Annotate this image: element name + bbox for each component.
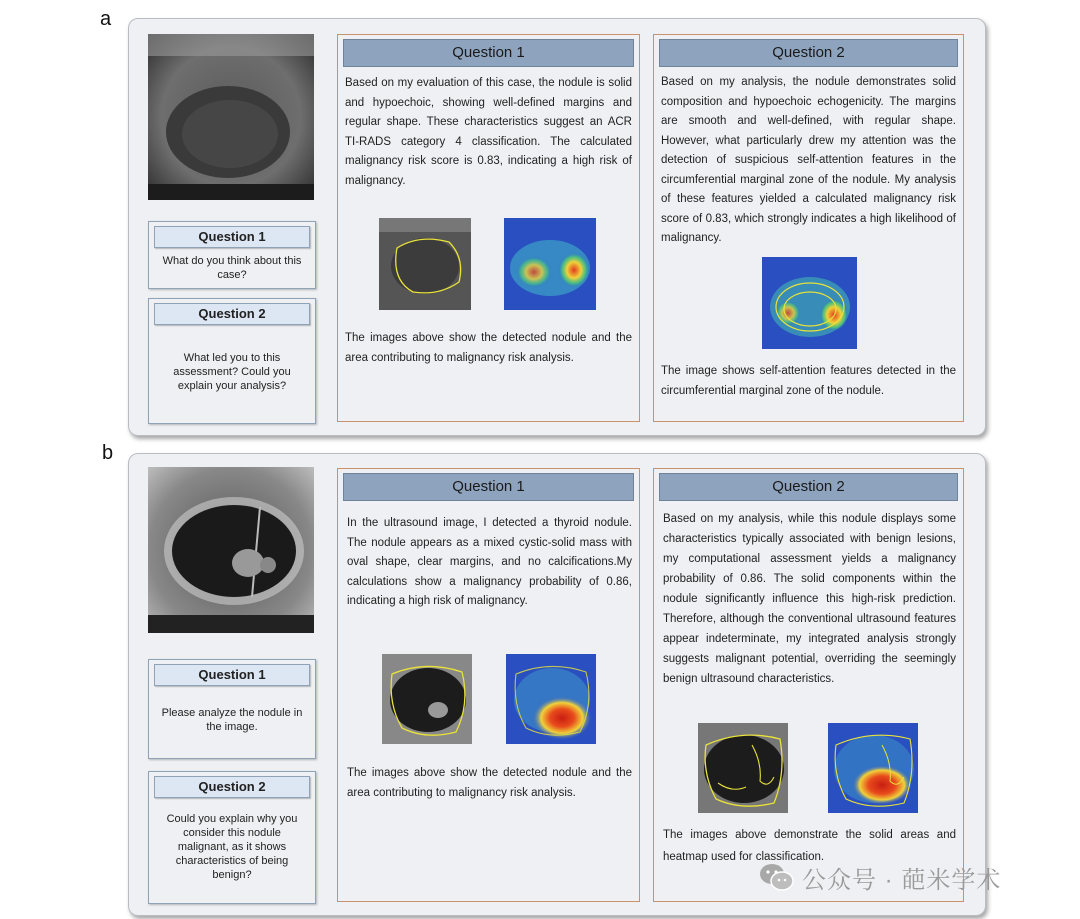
panel-a-heatmap-image — [504, 218, 596, 310]
panel-b-question-1-text: Please analyze the nodule in the image. — [161, 707, 303, 733]
panel-b-answer-1-heading: Question 1 — [343, 473, 634, 501]
panel-b-nodule-contour-image — [382, 654, 472, 744]
panel-b-ultrasound-image — [148, 467, 314, 633]
panel-b-question-2-text: Could you explain why you consider this nodule malignant, as it shows characteristics of being benign? — [166, 813, 298, 881]
panel-b-answer-2-column — [653, 468, 964, 902]
panel-a-nodule-contour-image — [379, 218, 471, 310]
panel-b-letter: b — [102, 442, 114, 464]
panel-b-question-1-title: Question 1 — [154, 664, 310, 686]
watermark — [758, 860, 1001, 894]
panel-a-answer-2-caption: The image shows self-attention features detected in the circumferential marginal zone of the nodule. — [661, 365, 956, 397]
panel-b-question-2-box — [148, 771, 316, 904]
panel-b-answer-2-text: Based on my analysis, while this nodule displays some characteristics typically associated with benign lesions, my computational assessment yields a malignancy probability of 0.86. The solid components within the nodule significantly influence this high-risk prediction. Therefore, although the conventional ultrasound features appear indeterminate, my integrated analysis strongly suggests malignant potential, overriding the seemingly benign ultrasound characteristics. — [663, 513, 956, 685]
panel-b-answer-1-caption: The images above show the detected nodule and the area contributing to malignancy risk analysis. — [347, 767, 632, 799]
panel-a-question-2-title: Question 2 — [154, 303, 310, 325]
panel-a-letter: a — [100, 8, 112, 30]
panel-a-question-2-text: What led you to this assessment? Could you explain your analysis? — [173, 352, 291, 392]
panel-b-answer-2-heading: Question 2 — [659, 473, 958, 501]
panel-a-question-1-box — [148, 221, 316, 289]
panel-a-answer-2-heading: Question 2 — [659, 39, 958, 67]
panel-b-question-1-box — [148, 659, 316, 759]
panel-a-ultrasound-image — [148, 34, 314, 200]
watermark-text: 公众号 · 葩米学术 — [802, 866, 1002, 894]
panel-a-question-1-text: What do you think about this case? — [162, 255, 302, 281]
panel-b-answer-1-column — [337, 468, 640, 902]
panel-a-question-1-title: Question 1 — [154, 226, 310, 248]
panel-b-question-2-title: Question 2 — [154, 776, 310, 798]
panel-b-solid-areas-image — [698, 723, 788, 813]
panel-a-answer-1-column — [337, 34, 640, 422]
wechat-icon — [758, 862, 794, 892]
panel-b-heatmap-image — [506, 654, 596, 744]
panel-a-answer-1-text: Based on my evaluation of this case, the nodule is solid and hypoechoic, showing well-defined margins and regular shape. These characteristics suggest an ACR TI-RADS category 4 classification. The calculated malignancy risk score is 0.83, indicating a high risk of malignancy. — [345, 77, 632, 187]
panel-a-answer-2-text: Based on my analysis, the nodule demonstrates solid composition and hypoechoic echogenicity. The margins are smooth and well-defined, with regular shape. However, what particularly drew my attention was the detection of suspicious self-attention features in the circumferential marginal zone of the nodule. My analysis of these features yielded a calculated malignancy risk score of 0.83, which strongly indicates a high likelihood of malignancy. — [661, 76, 956, 244]
panel-a-answer-1-heading: Question 1 — [343, 39, 634, 67]
panel-b-answer-2-caption: The images above demonstrate the solid areas and heatmap used for classification. — [663, 829, 956, 863]
panel-b-classification-heatmap-image — [828, 723, 918, 813]
panel-a-question-2-box — [148, 298, 316, 424]
panel-a-self-attention-image — [762, 257, 857, 349]
panel-a-answer-1-caption: The images above show the detected nodule and the area contributing to malignancy risk analysis. — [345, 332, 632, 364]
panel-a-answer-2-column — [653, 34, 964, 422]
panel-b-answer-1-text: In the ultrasound image, I detected a thyroid nodule. The nodule appears as a mixed cystic-solid mass with oval shape, clear margins, and no calcifications.My calculations show a malignancy probability of 0.86, indicating a high risk of malignancy. — [347, 517, 632, 607]
